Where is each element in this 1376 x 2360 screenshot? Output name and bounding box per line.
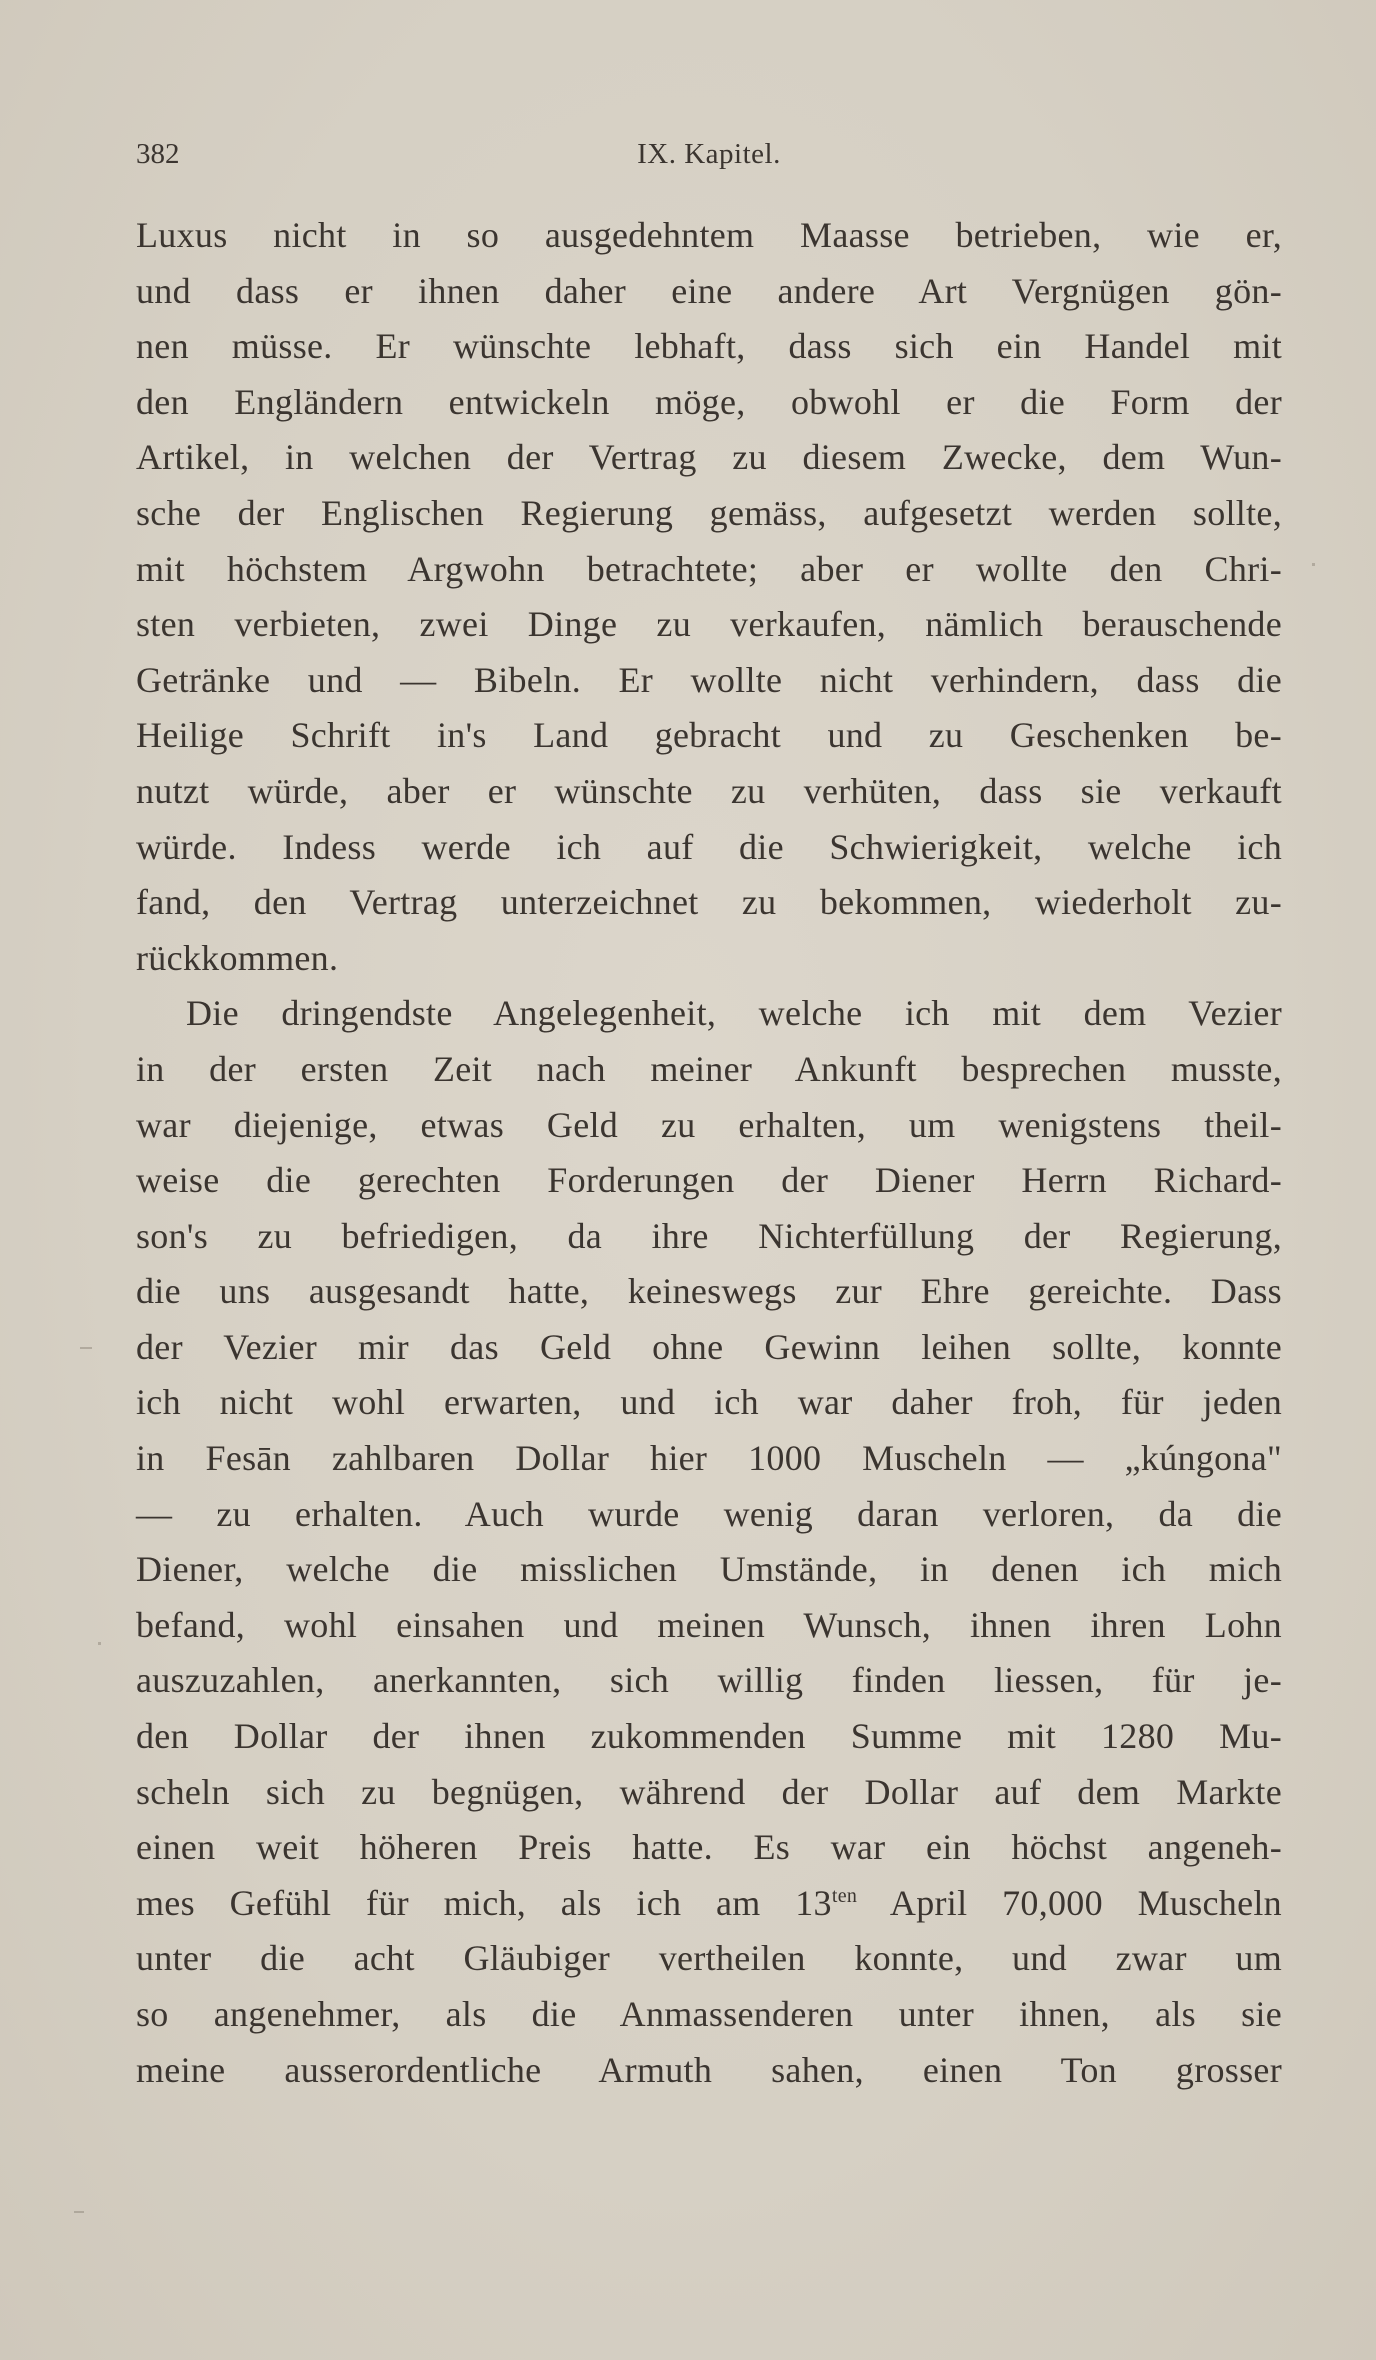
- text-line: so angenehmer, als die Anmassenderen unter ihnen, als sie: [136, 1994, 1282, 2034]
- text-line: in Fesān zahlbaren Dollar hier 1000 Muscheln — „kúngona": [136, 1438, 1282, 1479]
- page-number: 382: [136, 138, 180, 170]
- text-line: sten verbieten, zwei Dinge zu verkaufen, nämlich berauschende: [136, 604, 1282, 645]
- text-line: die uns ausgesandt hatte, keineswegs zur Ehre gereichte. Dass: [136, 1271, 1282, 1312]
- text-line: würde. Indess werde ich auf die Schwierigkeit, welche ich: [136, 826, 1282, 867]
- text-line: — zu erhalten. Auch wurde wenig daran verloren, da die: [136, 1493, 1282, 1534]
- text-line: und dass er ihnen daher eine andere Art Vergnügen gön-: [136, 270, 1282, 311]
- text-line: in der ersten Zeit nach meiner Ankunft besprechen musste,: [136, 1048, 1282, 1089]
- body-text: [136, 208, 1282, 2098]
- margin-speck: [98, 1642, 101, 1645]
- text-line: sche der Englischen Regierung gemäss, aufgesetzt werden sollte,: [136, 492, 1282, 533]
- running-title: IX. Kapitel.: [637, 138, 781, 170]
- text-line: fand, den Vertrag unterzeichnet zu bekommen, wiederholt zu-: [136, 882, 1282, 923]
- text-line: den Engländern entwickeln möge, obwohl er die Form der: [136, 381, 1282, 422]
- text-line: Luxus nicht in so ausgedehntem Maasse betrieben, wie er,: [136, 215, 1282, 255]
- text-line: Diener, welche die misslichen Umstände, in denen ich mich: [136, 1549, 1282, 1590]
- paragraph-end-line: rückkommen.: [136, 937, 339, 978]
- text-line: den Dollar der ihnen zukommenden Summe mit 1280 Mu-: [136, 1716, 1282, 1757]
- date-text-continued: April 70,000 Muscheln: [857, 1882, 1282, 1923]
- text-line: mit höchstem Argwohn betrachtete; aber er wollte den Chri-: [136, 548, 1282, 589]
- text-line: war diejenige, etwas Geld zu erhalten, um wenigstens theil-: [136, 1104, 1282, 1145]
- text-line: nen müsse. Er wünschte lebhaft, dass sich ein Handel mit: [136, 326, 1282, 367]
- text-line: Artikel, in welchen der Vertrag zu diesem Zwecke, dem Wun-: [136, 437, 1282, 478]
- text-line: einen weit höheren Preis hatte. Es war ein höchst angeneh-: [136, 1827, 1282, 1868]
- margin-speck: [1312, 563, 1315, 566]
- ordinal-superscript: ten: [831, 1884, 858, 1907]
- text-line: scheln sich zu begnügen, während der Dollar auf dem Markte: [136, 1771, 1282, 1812]
- text-line: ich nicht wohl erwarten, und ich war daher froh, für jeden: [136, 1382, 1282, 1423]
- text-line: weise die gerechten Forderungen der Diener Herrn Richard-: [136, 1160, 1282, 1201]
- text-line: der Vezier mir das Geld ohne Gewinn leihen sollte, konnte: [136, 1326, 1282, 1367]
- text-line: nutzt würde, aber er wünschte zu verhüten, dass sie verkauft: [136, 770, 1282, 811]
- text-line: son's zu befriedigen, da ihre Nichterfüllung der Regierung,: [136, 1215, 1282, 1256]
- page-header: [136, 134, 1282, 174]
- text-line: befand, wohl einsahen und meinen Wunsch, ihnen ihren Lohn: [136, 1604, 1282, 1645]
- text-line: Getränke und — Bibeln. Er wollte nicht verhindern, dass die: [136, 659, 1282, 700]
- margin-speck: [74, 2211, 84, 2213]
- text-line-with-superscript: [136, 1876, 1282, 1932]
- date-text: mes Gefühl für mich, als ich am 13: [136, 1882, 832, 1923]
- text-line: unter die acht Gläubiger vertheilen konnte, und zwar um: [136, 1938, 1282, 1979]
- text-line: auszuzahlen, anerkannten, sich willig finden liessen, für je-: [136, 1660, 1282, 1701]
- paragraph-start-line: Die dringendste Angelegenheit, welche ich mit dem Vezier: [186, 993, 1282, 1034]
- text-line: meine ausserordentliche Armuth sahen, einen Ton grosser: [136, 2049, 1282, 2090]
- margin-speck: [80, 1347, 92, 1349]
- text-line: Heilige Schrift in's Land gebracht und zu Geschenken be-: [136, 715, 1282, 756]
